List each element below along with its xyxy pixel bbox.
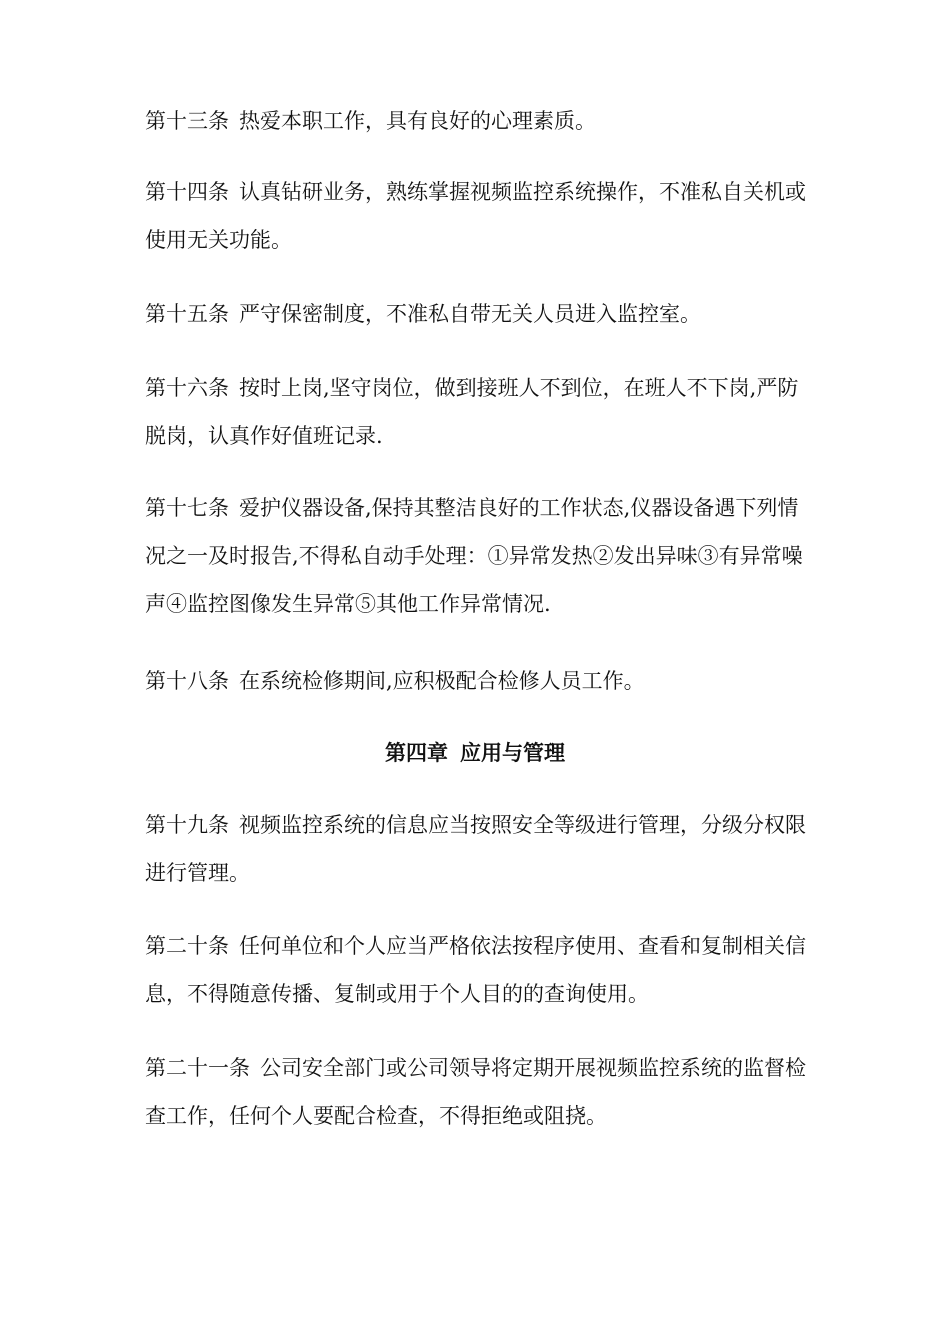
- article-number: 第十六条: [145, 376, 229, 400]
- article-number: 第十四条: [145, 180, 229, 204]
- article-number: 第二十一条: [145, 1056, 250, 1080]
- article-number: 第十七条: [145, 496, 229, 520]
- article-text: 任何单位和个人应当严格依法按程序使用、查看和复制相关信息，不得随意传播、复制或用于个人目的的查询使用。: [145, 934, 806, 1006]
- article-20: [145, 922, 810, 1018]
- article-number: 第十八条: [145, 669, 229, 693]
- article-text: 认真钻研业务，熟练掌握视频监控系统操作，不准私自关机或使用无关功能。: [145, 180, 806, 252]
- article-text: 公司安全部门或公司领导将定期开展视频监控系统的监督检查工作，任何个人要配合检查，不得拒绝或阻挠。: [145, 1056, 806, 1128]
- article-19: [145, 801, 810, 897]
- article-text: 爱护仪器设备,保持其整洁良好的工作状态,仪器设备遇下列情况之一及时报告,不得私自动手处理：①异常发热②发出异味③有异常噪声④监控图像发生异常⑤其他工作异常情况.: [145, 496, 803, 616]
- article-text: 在系统检修期间,应积极配合检修人员工作。: [239, 669, 645, 693]
- article-number: 第十五条: [145, 302, 229, 326]
- chapter-number: 第四章: [385, 741, 448, 765]
- chapter-title: 应用与管理: [460, 741, 565, 765]
- article-15: [145, 290, 810, 338]
- article-number: 第十九条: [145, 813, 229, 837]
- article-text: 按时上岗,坚守岗位，做到接班人不到位，在班人不下岗,严防脱岗，认真作好值班记录.: [145, 376, 799, 448]
- article-text: 严守保密制度，不准私自带无关人员进入监控室。: [239, 302, 701, 326]
- article-text: 视频监控系统的信息应当按照安全等级进行管理，分级分权限进行管理。: [145, 813, 806, 885]
- article-text: 热爱本职工作，具有良好的心理素质。: [239, 109, 596, 133]
- article-number: 第十三条: [145, 109, 229, 133]
- article-18: [145, 657, 810, 705]
- article-16: [145, 364, 810, 460]
- article-17: [145, 484, 810, 628]
- article-number: 第二十条: [145, 934, 229, 958]
- article-14: [145, 168, 810, 264]
- chapter-heading: [0, 729, 950, 777]
- article-13: [145, 97, 810, 145]
- article-21: [145, 1044, 810, 1140]
